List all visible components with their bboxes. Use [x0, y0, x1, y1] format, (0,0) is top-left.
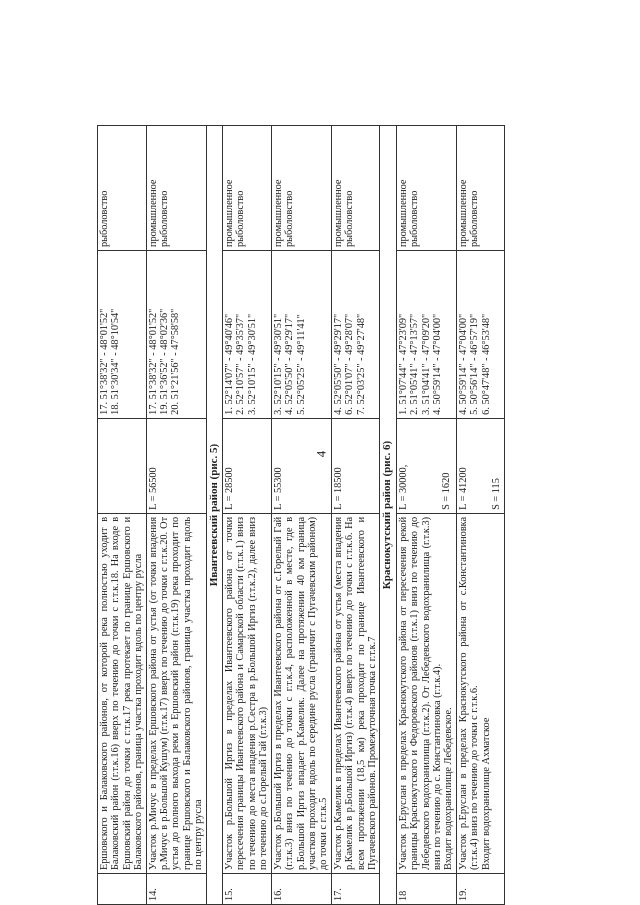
- row-area-value: S = 1620: [441, 472, 453, 510]
- row-description: [396, 513, 456, 873]
- row-description-text: Участок р.Еруслан в пределах Краснокутского района от с.Константиновка (г.т.к.4) вниз по течению до точки с г.т.к.6.: [457, 516, 481, 871]
- row-description: Участок р.Камелик в пределах Ивантеевского района от устья (места впадения р.Камелик в р.Большой Иргиз) (г.т.к.4) вверх по течению до точки с г.т.к.6. На всем протяжении (18,5 км) река проходит по границе Ивантеевского и Пугачевского районов. Промежуточная точка с г.т.к.7: [331, 513, 380, 873]
- fishing-sections-table: [97, 125, 505, 905]
- row-length: L = 28500: [223, 418, 272, 513]
- row-length: [456, 418, 504, 513]
- row-length-value: L = 30000,: [397, 464, 409, 510]
- row-usage: промышленное рыболовство: [146, 126, 206, 251]
- table-row: [396, 126, 456, 905]
- section-header-row: [206, 126, 222, 905]
- row-number: [98, 874, 147, 905]
- table-row: [271, 126, 331, 905]
- row-description: [456, 513, 504, 873]
- table-row: [456, 126, 504, 905]
- row-number: 18: [396, 874, 456, 905]
- row-length: L = 55300: [271, 418, 331, 513]
- page-number: 4: [313, 450, 329, 458]
- row-length-value: L = 41200: [457, 467, 469, 510]
- row-length: [98, 418, 147, 513]
- table-row: [146, 126, 206, 905]
- row-description: Участок р.Большой Иргиз в пределах Ивантеевского района от с.Горелый Гай (г.т.к.3) вниз по течению до точки с г.т.к.4, расположенной в месте, где в р.Большой Иргиз впадает р.Камелик. Далее на протяжении 40 км граница участков проходит вдоль по середине русла (граничит с Пугачевским районом) до точки с г.т.к.5: [271, 513, 331, 873]
- section-title: Ивантеевский район (рис. 5): [206, 126, 222, 905]
- row-number: 19.: [456, 874, 504, 905]
- row-description: Участок р.Большой Иргиз в пределах Ивантеевского района от точки пересечения границы Ивантеевского района и Самарской области (г.т.к.1) вниз по течению до места впадения р.Сестра в р.Большой Иргиз (г.т.к.2), далее вниз по течению до с.Горелый Гай (г.т.к.3): [223, 513, 272, 873]
- row-number: 15.: [223, 874, 272, 905]
- row-coordinates: 3. 52°10'15" - 49°30'51" 4. 52°05'50" - 49°29'17" 5. 52°05'25" - 49°11'41": [271, 251, 331, 419]
- row-note: Входит водохранилище Лебедевское.: [443, 707, 455, 871]
- row-area-value: S = 115: [491, 478, 503, 510]
- row-usage: промышленное рыболовство: [456, 126, 504, 251]
- row-number: 16.: [271, 874, 331, 905]
- row-note: Входит водохранилище Ахматское: [480, 717, 492, 871]
- row-usage: промышленное рыболовство: [396, 126, 456, 251]
- row-description-text: Участок р.Еруслан в пределах Краснокутского района от пересечения рекой границы Краснокутского и Федоровского районов (г.т.к.1) вниз по течению до Лебедевского водохранилища (г.т.к.2). От Лебедевского водохранилища (г.т.к.3) вниз по течению до с. Константиновка (г.т.к.4).: [397, 516, 443, 871]
- row-coordinates: 17. 51°38'32" - 48°01'52" 18. 51°30'34" - 48°10'54": [98, 251, 147, 419]
- row-usage: промышленное рыболовство: [223, 126, 272, 251]
- row-length: L = 18500: [331, 418, 380, 513]
- rotated-table-wrapper: [97, 125, 629, 905]
- table-row: [223, 126, 272, 905]
- section-title: Краснокутский район (рис. 6): [380, 126, 396, 905]
- row-usage: промышленное рыболовство: [271, 126, 331, 251]
- row-usage: рыболовство: [98, 126, 147, 251]
- row-description: Участок р.Мичус в пределах Ершовского района от устья (от точки впадения р.Мичус в р.Большой Кушум) (г.т.к.17) вверх по течению до точки с г.т.к.20. От устья до полного выхода реки в Ершовский район (г.т.к.19) река проходит по границе Ершовского и Балаковского районов, граница участка проходит вдоль по центру русла: [146, 513, 206, 873]
- row-coordinates: 4. 50°59'14" - 47°04'00" 5. 50°56'14" - 46°57'19" 6. 50°47'48" - 46°53'48": [456, 251, 504, 419]
- row-number: 17.: [331, 874, 380, 905]
- table-row: [98, 126, 147, 905]
- row-description: Ершовского и Балаковского районов, от которой река полностью уходит в Балаковский район (г.т.к.16) вверх по течению до точки с г.т.к.18. На входе в Ершовский район до точки с г.т.к.17 река протекает по границе Ершовского и Балаковского районов, граница участка проходит вдоль по центру русла: [98, 513, 147, 873]
- row-length: L = 56500: [146, 418, 206, 513]
- section-header-row: [380, 126, 396, 905]
- row-number: 14.: [146, 874, 206, 905]
- row-coordinates: 4. 52°05'50" - 49°29'17" 6. 52°01'07" - 49°28'07" 7. 52°03'25" - 49°27'48": [331, 251, 380, 419]
- row-coordinates: 17. 51°38'32" - 48°01'52" 19. 51°36'52" - 48°02'36" 20. 51°21'56" - 47°58'58": [146, 251, 206, 419]
- row-usage: промышленное рыболовство: [331, 126, 380, 251]
- table-row: [331, 126, 380, 905]
- row-coordinates: 1. 51°07'44" - 47°23'09" 2. 51°05'41" - 47°13'57" 3. 51°04'41" - 47°09'20" 4. 50°59'14" - 47°04'00": [396, 251, 456, 419]
- row-length: [396, 418, 456, 513]
- row-coordinates: 1. 52°14'07" - 49°40'46" 2. 52°10'57" - 49°35'37" 3. 52°10'15" - 49°30'51": [223, 251, 272, 419]
